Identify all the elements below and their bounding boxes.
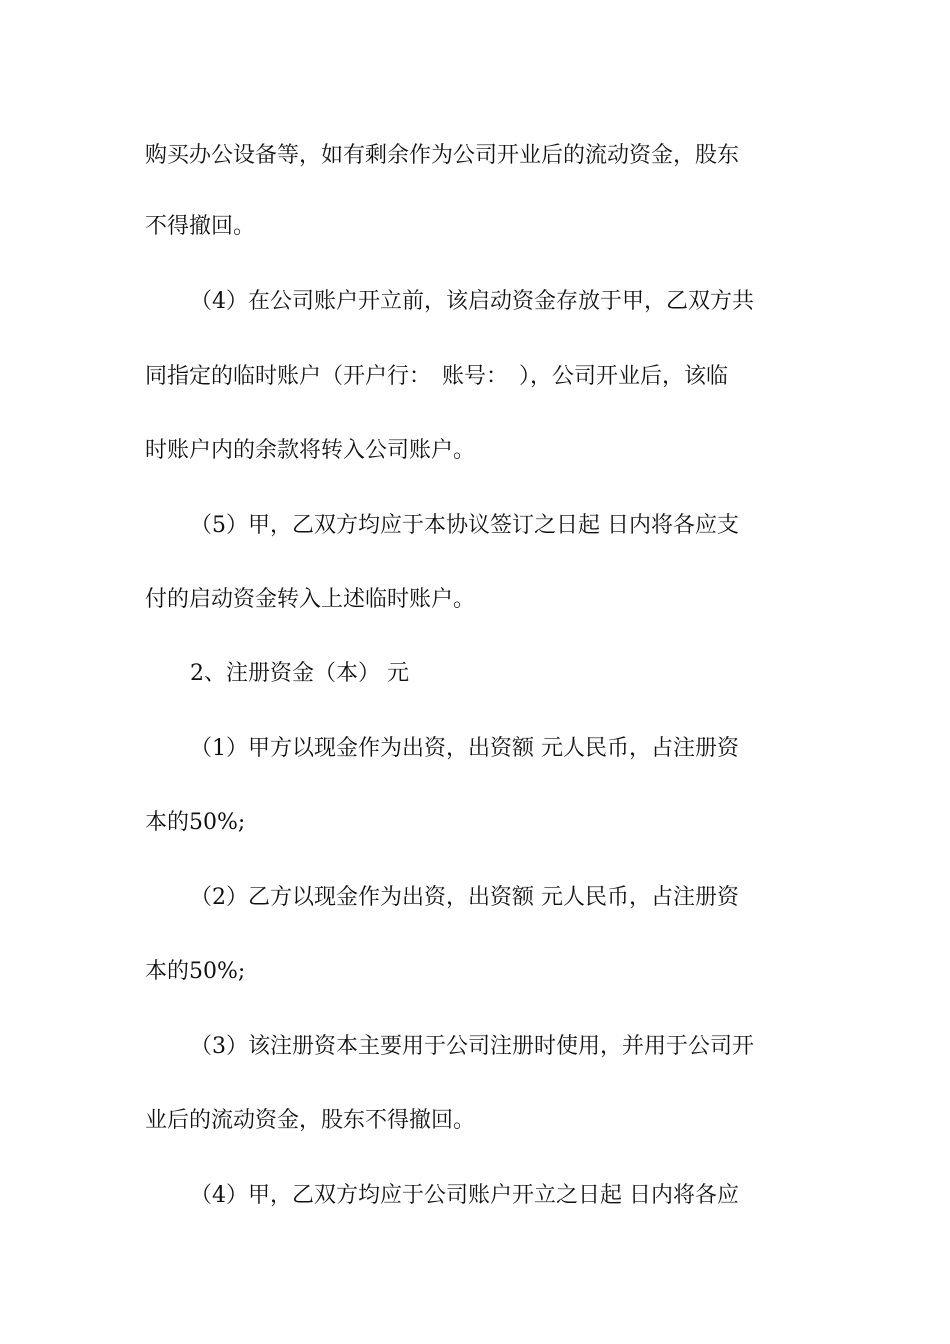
paragraph-line: （3）该注册资本主要用于公司注册时使用，并用于公司开: [190, 1034, 754, 1059]
paragraph-line: 本的50%;: [145, 959, 246, 984]
paragraph-line: （4）在公司账户开立前，该启动资金存放于甲，乙双方共: [190, 289, 754, 314]
paragraph-line: （4）甲，乙双方均应于公司账户开立之日起 日内将各应: [190, 1183, 739, 1208]
paragraph-line: 业后的流动资金，股东不得撤回。: [145, 1108, 476, 1133]
paragraph-line: 付的启动资金转入上述临时账户。: [145, 587, 476, 612]
paragraph-line: （1）甲方以现金作为出资，出资额 元人民币，占注册资: [190, 736, 739, 761]
paragraph-line: （2）乙方以现金作为出资，出资额 元人民币，占注册资: [190, 885, 739, 910]
paragraph-line: 购买办公设备等，如有剩余作为公司开业后的流动资金，股东: [145, 143, 740, 168]
paragraph-line: 同指定的临时账户（开户行： 账号： ），公司开业后，该临: [145, 364, 729, 389]
paragraph-line: 时账户内的余款将转入公司账户。: [145, 438, 476, 463]
paragraph-line: （5）甲，乙双方均应于本协议签订之日起 日内将各应支: [190, 513, 739, 538]
section-heading: 2、注册资金（本） 元: [190, 661, 409, 686]
paragraph-line: 本的50%;: [145, 810, 246, 835]
paragraph-line: 不得撤回。: [145, 214, 256, 239]
